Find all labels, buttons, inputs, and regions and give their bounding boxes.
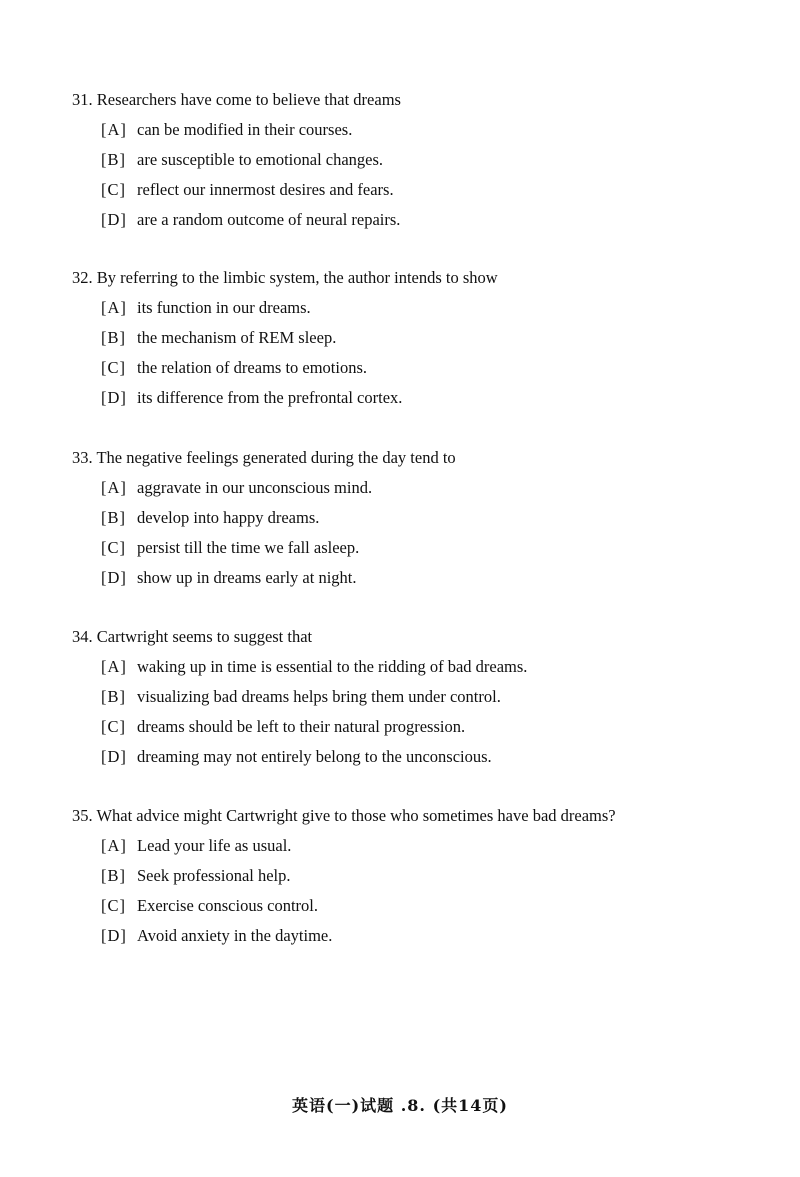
- question-number: 32.: [72, 268, 93, 287]
- question-number: 31.: [72, 90, 93, 109]
- question-stem: [72, 268, 498, 288]
- option-a: [101, 298, 311, 318]
- option-text: dreams should be left to their natural progression.: [137, 717, 466, 736]
- option-text: Avoid anxiety in the daytime.: [137, 926, 333, 945]
- option-d: [101, 568, 357, 588]
- option-letter: [A]: [101, 657, 127, 676]
- option-text: aggravate in our unconscious mind.: [137, 478, 373, 497]
- option-letter: [A]: [101, 836, 127, 855]
- option-text: are susceptible to emotional changes.: [137, 150, 384, 169]
- question-text: By referring to the limbic system, the author intends to show: [96, 268, 498, 287]
- option-a: [101, 836, 291, 856]
- option-a: [101, 120, 352, 140]
- option-b: [101, 328, 336, 348]
- option-text: Exercise conscious control.: [137, 896, 318, 915]
- option-a: [101, 478, 372, 498]
- option-c: [101, 717, 465, 737]
- option-letter: [B]: [101, 150, 126, 169]
- option-letter: [C]: [101, 180, 126, 199]
- option-text: are a random outcome of neural repairs.: [137, 210, 401, 229]
- option-letter: [A]: [101, 120, 127, 139]
- question-text: Cartwright seems to suggest that: [96, 627, 313, 646]
- question-stem: [72, 90, 401, 110]
- option-d: [101, 388, 402, 408]
- option-text: Lead your life as usual.: [137, 836, 292, 855]
- question-text: Researchers have come to believe that dreams: [96, 90, 401, 109]
- option-text: reflect our innermost desires and fears.: [137, 180, 394, 199]
- option-text: waking up in time is essential to the ridding of bad dreams.: [137, 657, 528, 676]
- option-text: visualizing bad dreams helps bring them under control.: [137, 687, 501, 706]
- page-footer: 英语(一)试题 .8. (共14页): [292, 1096, 508, 1115]
- option-b: [101, 508, 319, 528]
- option-d: [101, 210, 400, 230]
- option-letter: [C]: [101, 358, 126, 377]
- option-text: persist till the time we fall asleep.: [137, 538, 360, 557]
- question-number: 35.: [72, 806, 93, 825]
- option-a: [101, 657, 527, 677]
- option-c: [101, 538, 359, 558]
- option-text: the mechanism of REM sleep.: [137, 328, 337, 347]
- question-number: 34.: [72, 627, 93, 646]
- option-letter: [B]: [101, 866, 126, 885]
- option-letter: [B]: [101, 328, 126, 347]
- option-letter: [B]: [101, 687, 126, 706]
- option-letter: [A]: [101, 298, 127, 317]
- option-b: [101, 150, 383, 170]
- option-text: its difference from the prefrontal cortex.: [137, 388, 403, 407]
- question-text: The negative feelings generated during the day tend to: [96, 448, 456, 467]
- option-letter: [A]: [101, 478, 127, 497]
- option-text: its function in our dreams.: [137, 298, 311, 317]
- option-letter: [C]: [101, 538, 126, 557]
- question-stem: [72, 448, 456, 468]
- option-c: [101, 358, 367, 378]
- option-letter: [D]: [101, 747, 127, 766]
- option-letter: [D]: [101, 210, 127, 229]
- option-text: develop into happy dreams.: [137, 508, 320, 527]
- option-d: [101, 926, 332, 946]
- option-letter: [D]: [101, 568, 127, 587]
- question-stem: [72, 627, 312, 647]
- option-letter: [C]: [101, 717, 126, 736]
- question-stem: [72, 806, 616, 826]
- option-c: [101, 180, 394, 200]
- option-b: [101, 687, 501, 707]
- option-text: show up in dreams early at night.: [137, 568, 357, 587]
- option-text: can be modified in their courses.: [137, 120, 353, 139]
- option-letter: [C]: [101, 896, 126, 915]
- option-letter: [D]: [101, 388, 127, 407]
- question-number: 33.: [72, 448, 93, 467]
- option-b: [101, 866, 291, 886]
- option-text: the relation of dreams to emotions.: [137, 358, 368, 377]
- option-c: [101, 896, 318, 916]
- question-text: What advice might Cartwright give to those who sometimes have bad dreams?: [96, 806, 616, 825]
- option-letter: [D]: [101, 926, 127, 945]
- option-text: dreaming may not entirely belong to the unconscious.: [137, 747, 492, 766]
- option-d: [101, 747, 492, 767]
- option-text: Seek professional help.: [137, 866, 291, 885]
- option-letter: [B]: [101, 508, 126, 527]
